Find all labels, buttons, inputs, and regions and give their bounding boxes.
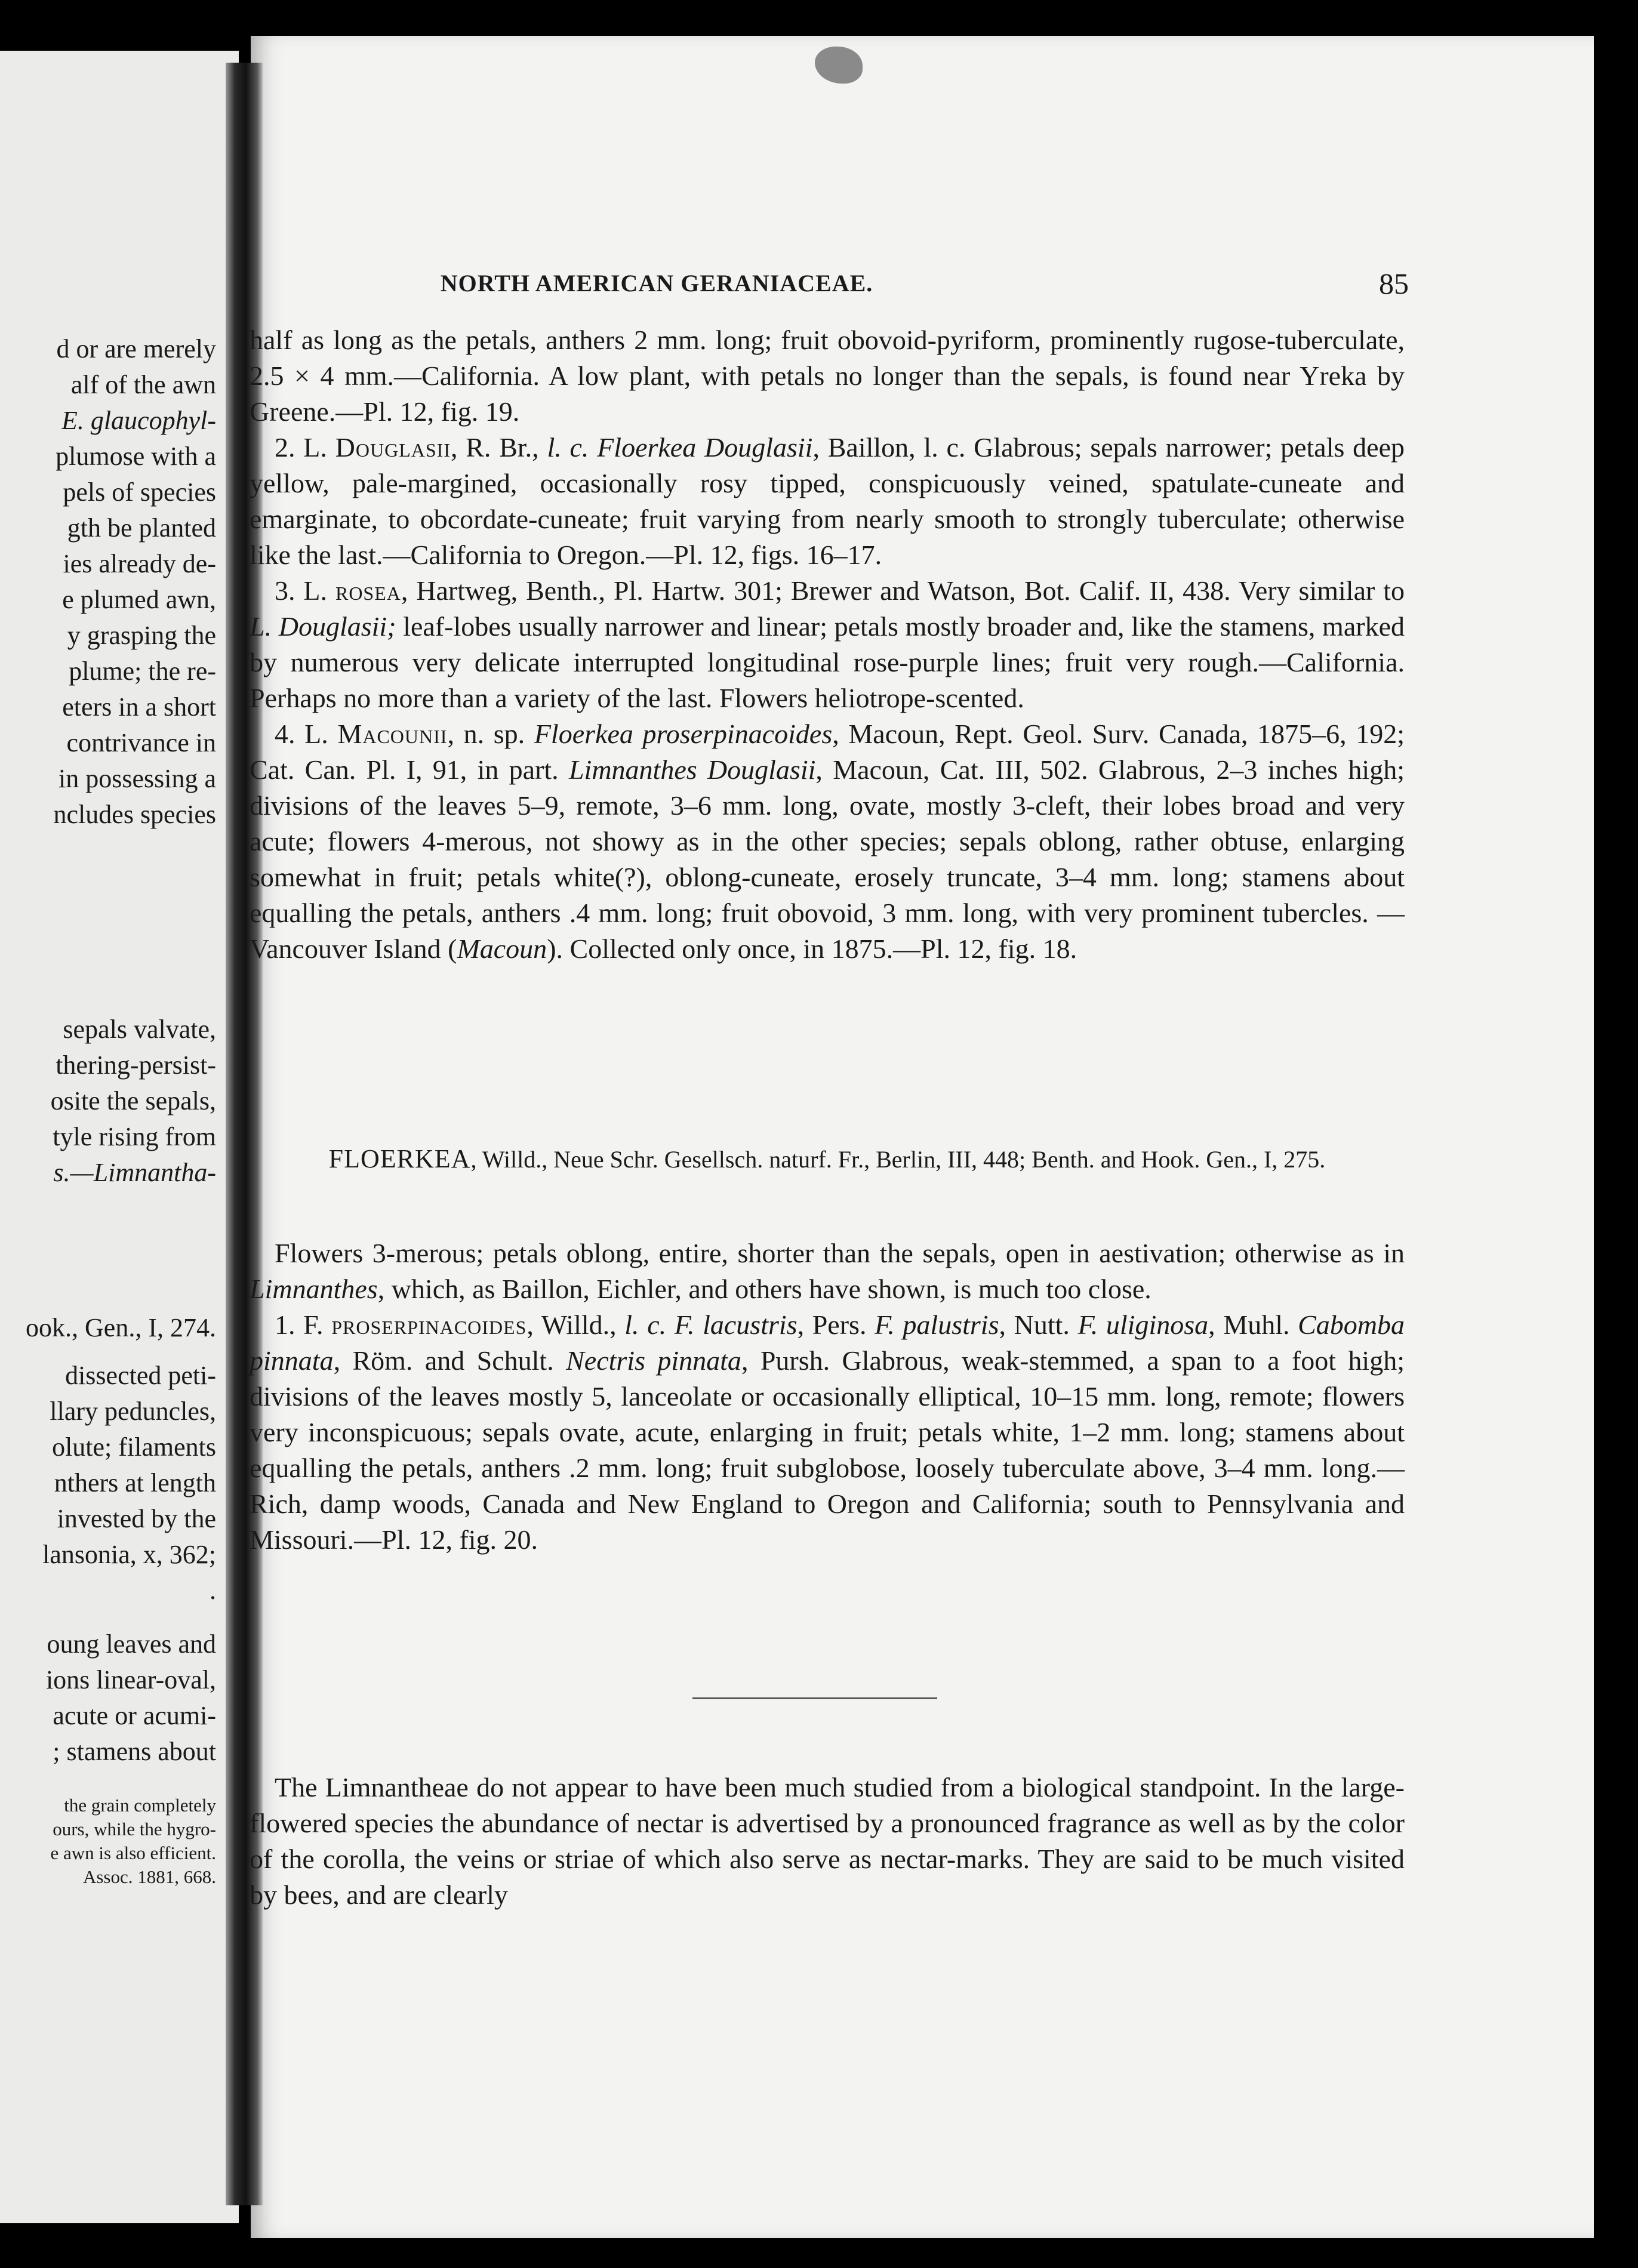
blot-mark (815, 47, 863, 84)
left-footnote-line: Assoc. 1881, 668. (82, 1866, 216, 1887)
left-line: llary peduncles, (50, 1397, 216, 1426)
left-line: ook., Gen., I, 274. (26, 1313, 216, 1342)
left-line: dissected peti- (65, 1361, 216, 1390)
left-footnote-line: e awn is also efficient. (50, 1842, 216, 1863)
left-line: in possessing a (59, 764, 216, 793)
left-line: nthers at length (54, 1468, 216, 1497)
left-line: . (210, 1576, 216, 1605)
left-line: s.—Limnantha- (53, 1158, 216, 1187)
section-divider (692, 1697, 937, 1699)
page-number: 85 (1379, 267, 1409, 300)
left-line: olute; filaments (52, 1432, 216, 1462)
left-line: tyle rising from (53, 1122, 216, 1151)
running-header (0, 263, 1409, 304)
left-page-text (0, 331, 216, 1889)
left-line: plume; the re- (69, 657, 216, 686)
species-macounii: 4. L. Macounii, n. sp. Floerkea proserpinacoides, Macoun, Rept. Geol. Surv. Canada, 1875–6, 192; Cat. Can. Pl. I, 91, in part. Limnanthes Douglasii, Macoun, Cat. III, 502. Glabrous, 2–3 inches high; divisions of the leaves 5–9, remote, 3–6 mm. long, ovate, mostly 3-cleft, their lobes broad and very acute; flowers 4-merous, not showy as in the other species; sepals oblong, rather obtuse, enlarging somewhat in fruit; petals white(?), oblong-cuneate, erosely truncate, 3–4 mm. long; stamens about equalling the petals, anthers .4 mm. long; fruit obovoid, 3 mm. long, with very prominent tubercles. —Vancouver Island (Macoun). Collected only once, in 1875.—Pl. 12, fig. 18. (250, 719, 1405, 964)
left-line: d or are merely (56, 334, 216, 363)
left-line: E. glaucophyl- (61, 406, 216, 435)
left-line: ; stamens about (53, 1737, 216, 1766)
left-line: ions linear-oval, (45, 1665, 216, 1694)
left-line: y grasping the (67, 621, 216, 650)
left-page-fragment (0, 51, 239, 2223)
closing-block (250, 1770, 1405, 1913)
left-line: e plumed awn, (62, 585, 216, 614)
left-line: invested by the (57, 1504, 216, 1533)
left-line: ncludes species (53, 800, 216, 829)
closing-paragraph: The Limnantheae do not appear to have been much studied from a biological standpoint. In the large-flowered species the abundance of nectar is advertised by a pronounced fragrance as well as by the color of the corolla, the veins or striae of which also serve as nectar-marks. They are said to be much visited by bees, and are clearly (250, 1772, 1405, 1910)
species-proserpinacoides: 1. F. proserpinacoides, Willd., l. c. F. lacustris, Pers. F. palustris, Nutt. F. uliginosa, Muhl. Cabomba pinnata, Röm. and Schult. Nectris pinnata, Pursh. Glabrous, weak-stemmed, a span to a foot high; divisions of the leaves mostly 5, lanceolate or occasionally elliptical, 10–15 mm. long, remote; flowers very inconspicuous; sepals ovate, acute, enlarging in fruit; petals white, 1–2 mm. long; stamens about equalling the petals, anthers .2 mm. long; fruit subglobose, loosely tuberculate above, 3–4 mm. long.—Rich, damp woods, Canada and New England to Oregon and California; south to Pennsylvania and Missouri.—Pl. 12, fig. 20. (250, 1309, 1405, 1555)
left-line: alf of the awn (70, 370, 216, 399)
left-line: gth be planted (67, 513, 216, 543)
left-footnote-line: ours, while the hygro- (53, 1819, 216, 1839)
left-line: sepals valvate, (63, 1015, 216, 1044)
genus-description: Flowers 3-merous; petals oblong, entire, shorter than the sepals, open in aestivation; otherwise as in Limnanthes, which, as Baillon, Eichler, and others have shown, is much too close. (250, 1238, 1405, 1304)
left-line: lansonia, x, 362; (42, 1540, 216, 1569)
left-line: osite the sepals, (50, 1086, 216, 1115)
species-douglasii: 2. L. Douglasii, R. Br., l. c. Floerkea Douglasii, Baillon, l. c. Glabrous; sepals narrower; petals deep yellow, pale-margined, occasionally rosy tipped, conspicuously veined, spatulate-cuneate and emarginate, to obcordate-cuneate; fruit varying from nearly smooth to strongly tuberculate; otherwise like the last.—California to Oregon.—Pl. 12, figs. 16–17. (250, 432, 1405, 570)
limnanthes-species-block (250, 322, 1405, 967)
left-footnote-line: the grain completely (64, 1795, 216, 1816)
left-line: eters in a short (62, 692, 216, 722)
left-line: ies already de- (63, 549, 216, 578)
left-line: contrivance in (66, 728, 216, 757)
species-rosea: 3. L. rosea, Hartweg, Benth., Pl. Hartw. 301; Brewer and Watson, Bot. Calif. II, 438. Very similar to L. Douglasii; leaf-lobes usually narrower and linear; petals mostly broader and, like the stamens, marked by numerous very delicate interrupted longitudinal rose-purple lines; fruit very rough.—California. Perhaps no more than a variety of the last. Flowers heliotrope-scented. (250, 575, 1405, 713)
floerkea-block (250, 1235, 1405, 1558)
left-line: acute or acumi- (53, 1701, 216, 1730)
paragraph-continuation: half as long as the petals, anthers 2 mm. long; fruit obovoid-pyriform, prominently rugose-tuberculate, 2.5 × 4 mm.—California. A low plant, with petals no longer than the sepals, is found near Yreka by Greene.—Pl. 12, fig. 19. (250, 325, 1405, 427)
genus-heading-floerkea: FLOERKEA, Willd., Neue Schr. Gesellsch. naturf. Fr., Berlin, III, 448; Benth. and Hook. Gen., I, 275. (328, 1144, 1326, 1173)
left-line: pels of species (63, 477, 216, 507)
left-line: thering-persist- (56, 1050, 216, 1080)
running-title: NORTH AMERICAN GERANIACEAE. (440, 270, 873, 297)
left-line: plumose with a (56, 442, 216, 471)
left-line: oung leaves and (47, 1629, 216, 1659)
